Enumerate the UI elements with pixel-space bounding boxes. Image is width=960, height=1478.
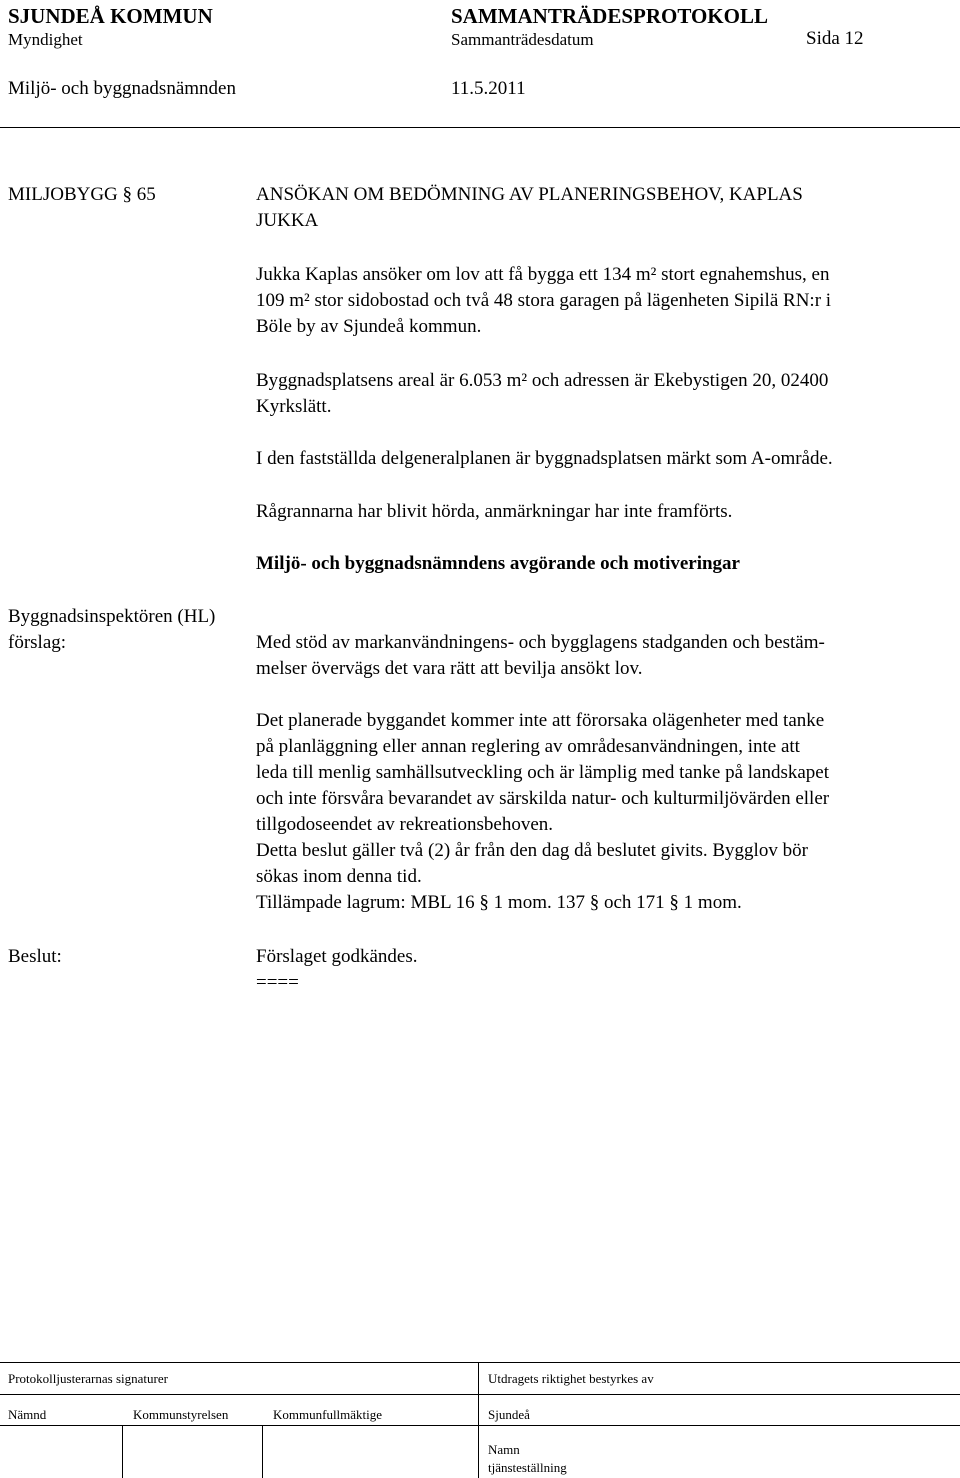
- certified-label: Utdragets riktighet bestyrkes av: [488, 1371, 654, 1386]
- text-line: sökas inom denna tid.: [256, 866, 422, 887]
- decision-text: [256, 944, 417, 996]
- intro-paragraph-3: I den fastställda delgeneralplanen är byggnadsplatsen märkt som A-område.: [256, 448, 833, 469]
- intro-paragraph-4: Rågrannarna har blivit hörda, anmärkningar har inte framförts.: [256, 501, 733, 522]
- section-number: 65: [136, 184, 156, 205]
- col-kommunfullmaktige: Kommunfullmäktige: [273, 1407, 383, 1422]
- text-line: på planläggning eller annan reglering av områdesanvändningen, inte att: [256, 736, 800, 757]
- text-line: Byggnadsplatsens areal är 6.053 m² och adressen är Ekebystigen 20, 02400: [256, 370, 829, 391]
- col-sjundea: Sjundeå: [488, 1407, 530, 1422]
- section-sign: §: [589, 892, 600, 913]
- section-sign: §: [479, 892, 489, 913]
- proposal-label: [8, 604, 215, 656]
- text-segment: Tillämpade lagrum: MBL 16: [256, 892, 475, 913]
- text-line: leda till menlig samhällsutveckling och är lämplig med tanke på landskapet: [256, 762, 830, 783]
- date-label: Sammanträdesdatum: [451, 30, 594, 49]
- section-sign: §: [669, 892, 679, 913]
- authority-label: Myndighet: [8, 30, 83, 49]
- applied-law-line: [256, 890, 829, 916]
- section-title-line: ANSÖKAN OM BEDÖMNING AV PLANERINGSBEHOV, KAPLAS: [256, 184, 803, 205]
- meeting-date: 11.5.2011: [451, 78, 526, 99]
- footer-column-divider: [262, 1425, 263, 1478]
- text-segment: och 171: [603, 892, 665, 913]
- text-line: Det planerade byggandet kommer inte att förorsaka olägenheter med tanke: [256, 710, 825, 731]
- doc-type: SAMMANTRÄDESPROTOKOLL: [451, 4, 768, 28]
- motivation-text: [256, 708, 829, 916]
- decision-label: Beslut:: [8, 946, 62, 967]
- signatures-label: Protokolljusterarnas signaturer: [8, 1371, 168, 1386]
- org-name: SJUNDEÅ KOMMUN: [8, 4, 213, 28]
- text-line: Kyrkslätt.: [256, 396, 332, 417]
- section-sign: §: [122, 184, 133, 205]
- footer-divider-mid: [0, 1394, 960, 1395]
- authority-name: Miljö- och byggnadsnämnden: [8, 78, 236, 99]
- text-line: Detta beslut gäller två (2) år från den dag då beslutet givits. Bygglov bör: [256, 840, 808, 861]
- col-namnd: Nämnd: [8, 1407, 47, 1422]
- namn-label: Namn: [488, 1442, 520, 1457]
- text-line: tillgodoseendet av rekreationsbehoven.: [256, 814, 554, 835]
- text-line: Böle by av Sjundeå kommun.: [256, 316, 482, 337]
- text-line: förslag:: [8, 632, 67, 653]
- text-line: Med stöd av markanvändningens- och bygglagens stadganden och bestäm-: [256, 632, 825, 653]
- decision-heading: Miljö- och byggnadsnämndens avgörande och motiveringar: [256, 553, 740, 574]
- text-line: melser övervägs det vara rätt att bevilja ansökt lov.: [256, 658, 643, 679]
- col-kommunstyrelsen: Kommunstyrelsen: [133, 1407, 229, 1422]
- page-number: Sida 12: [806, 28, 864, 49]
- text-line: 109 m² stor sidobostad och två 48 stora garagen på lägenheten Sipilä RN:r i: [256, 290, 832, 311]
- header-divider: [0, 127, 960, 128]
- text-segment: 1 mom.: [683, 892, 742, 913]
- footer-column-divider: [478, 1363, 479, 1478]
- text-line: Jukka Kaplas ansöker om lov att få bygga ett 134 m² stort egnahemshus, en: [256, 264, 830, 285]
- text-line: Byggnadsinspektören (HL): [8, 606, 216, 627]
- section-title-line: JUKKA: [256, 210, 319, 231]
- section-id: [8, 182, 156, 208]
- section-title: [256, 182, 803, 234]
- footer-column-divider: [122, 1425, 123, 1478]
- footer-divider-top: [0, 1362, 960, 1363]
- text-line: och inte försvåra bevarandet av särskilda natur- och kulturmiljövärden eller: [256, 788, 830, 809]
- footer-divider-columns: [0, 1425, 960, 1426]
- tjanstestallning-label: tjänsteställning: [488, 1460, 567, 1475]
- end-mark: ====: [256, 972, 299, 993]
- text-line: Förslaget godkändes.: [256, 946, 418, 967]
- intro-paragraph-1: [256, 262, 831, 340]
- proposal-text: [256, 630, 825, 682]
- section-code: MILJOBYGG: [8, 184, 118, 205]
- intro-paragraph-2: [256, 368, 828, 420]
- text-segment: 1 mom. 137: [493, 892, 585, 913]
